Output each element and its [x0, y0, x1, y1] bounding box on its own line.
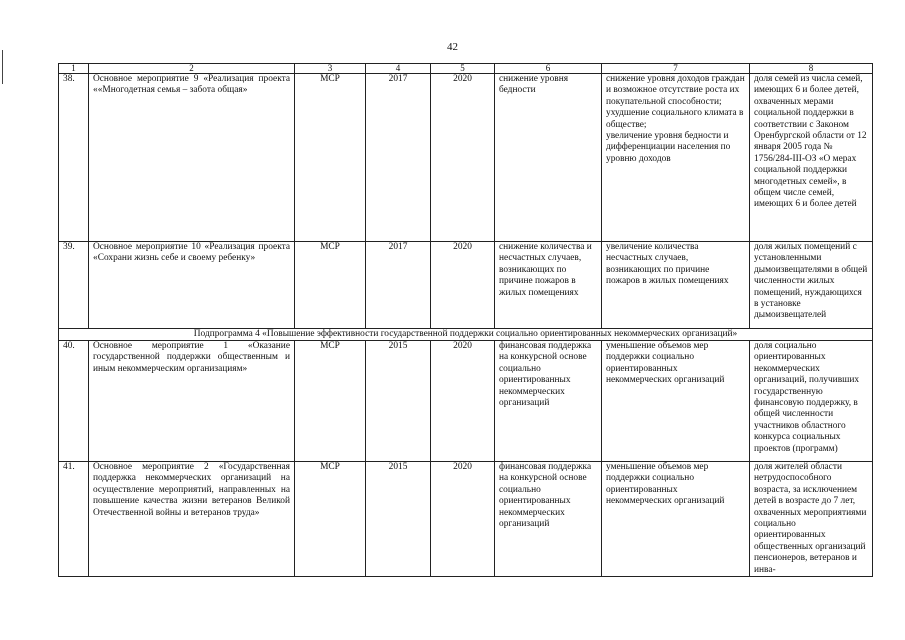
table-row [59, 341, 873, 462]
start-year: 2017 [366, 242, 431, 329]
executor: МСР [295, 341, 366, 462]
table-row [59, 74, 873, 242]
non-implementation-consequences: уменьшение объемов мер поддержки социально ориентированных некоммерческих организаций [602, 462, 750, 577]
measure-name: Основное мероприятие 10 «Реализация проекта «Сохрани жизнь себе и своему ребенку» [89, 242, 295, 329]
executor: МСР [295, 462, 366, 577]
table-row [59, 462, 873, 577]
executor: МСР [295, 74, 366, 242]
related-indicator: доля жителей области нетрудоспособного возраста, за исключением детей в возрасте до 7 лет, охваченных мероприятиями социально ориентированных общественных организаций пенсионеров, ветеранов и инва- [750, 462, 873, 577]
table-row [59, 242, 873, 329]
related-indicator: доля семей из числа семей, имеющих 6 и более детей, охваченных мерами социальной поддержки в соответствии с Законом Оренбургской области от 12 января 2005 года № 1756/284-III-ОЗ «О мерах социальной поддержки многодетных семей», в общем числе семей, имеющих 6 и более детей [750, 74, 873, 242]
executor: МСР [295, 242, 366, 329]
subprogram-title: Подпрограмма 4 «Повышение эффективности государственной поддержки социально ориентированных некоммерческих организаций» [59, 329, 873, 341]
expected-result: финансовая поддержка на конкурсной основе социально ориентированных некоммерческих организаций [495, 341, 602, 462]
expected-result: снижение уровня бедности [495, 74, 602, 242]
measure-name: Основное мероприятие 2 «Государственная поддержка некоммерческих организаций на осуществление мероприятий, направленных на повышение качества жизни ветеранов Великой Отечественной войны и ветеранов труда» [89, 462, 295, 577]
page-number: 42 [447, 41, 458, 53]
non-implementation-consequences: увеличение количества несчастных случаев, возникающих по причине пожаров в жилых помещениях [602, 242, 750, 329]
measure-name: Основное мероприятие 9 «Реализация проекта ««Многодетная семья – забота общая» [89, 74, 295, 242]
header-cell: 1 [59, 64, 89, 74]
end-year: 2020 [431, 74, 495, 242]
end-year: 2020 [431, 242, 495, 329]
measure-name: Основное мероприятие 1 «Оказание государственной поддержки общественным и иным некоммерческим организациям» [89, 341, 295, 462]
header-cell: 2 [89, 64, 295, 74]
column-number-header [59, 64, 873, 74]
header-cell: 3 [295, 64, 366, 74]
expected-result: финансовая поддержка на конкурсной основе социально ориентированных некоммерческих организаций [495, 462, 602, 577]
related-indicator: доля жилых помещений с установленными дымоизвещателями в общей численности жилых помещений, нуждающихся в установке дымоизвещателей [750, 242, 873, 329]
header-cell: 4 [366, 64, 431, 74]
non-implementation-consequences: снижение уровня доходов граждан и возможное отсутствие роста их покупательной способности; ухудшение социального климата в обществе; увеличение уровня бедности и дифференциации населения по уровню доходов [602, 74, 750, 242]
row-number: 39. [59, 242, 89, 329]
header-cell: 7 [602, 64, 750, 74]
header-cell: 6 [495, 64, 602, 74]
end-year: 2020 [431, 341, 495, 462]
subprogram-row [59, 329, 873, 341]
row-number: 38. [59, 74, 89, 242]
start-year: 2015 [366, 341, 431, 462]
header-cell: 8 [750, 64, 873, 74]
related-indicator: доля социально ориентированных некоммерческих организаций, получивших государственную финансовую поддержку, в общей численности участников областного конкурса социальных проектов (программ) [750, 341, 873, 462]
expected-result: снижение количества и несчастных случаев, возникающих по причине пожаров в жилых помещениях [495, 242, 602, 329]
row-number: 40. [59, 341, 89, 462]
end-year: 2020 [431, 462, 495, 577]
start-year: 2017 [366, 74, 431, 242]
measures-table [58, 63, 873, 577]
start-year: 2015 [366, 462, 431, 577]
margin-mark [2, 50, 3, 84]
row-number: 41. [59, 462, 89, 577]
header-cell: 5 [431, 64, 495, 74]
non-implementation-consequences: уменьшение объемов мер поддержки социально ориентированных некоммерческих организаций [602, 341, 750, 462]
